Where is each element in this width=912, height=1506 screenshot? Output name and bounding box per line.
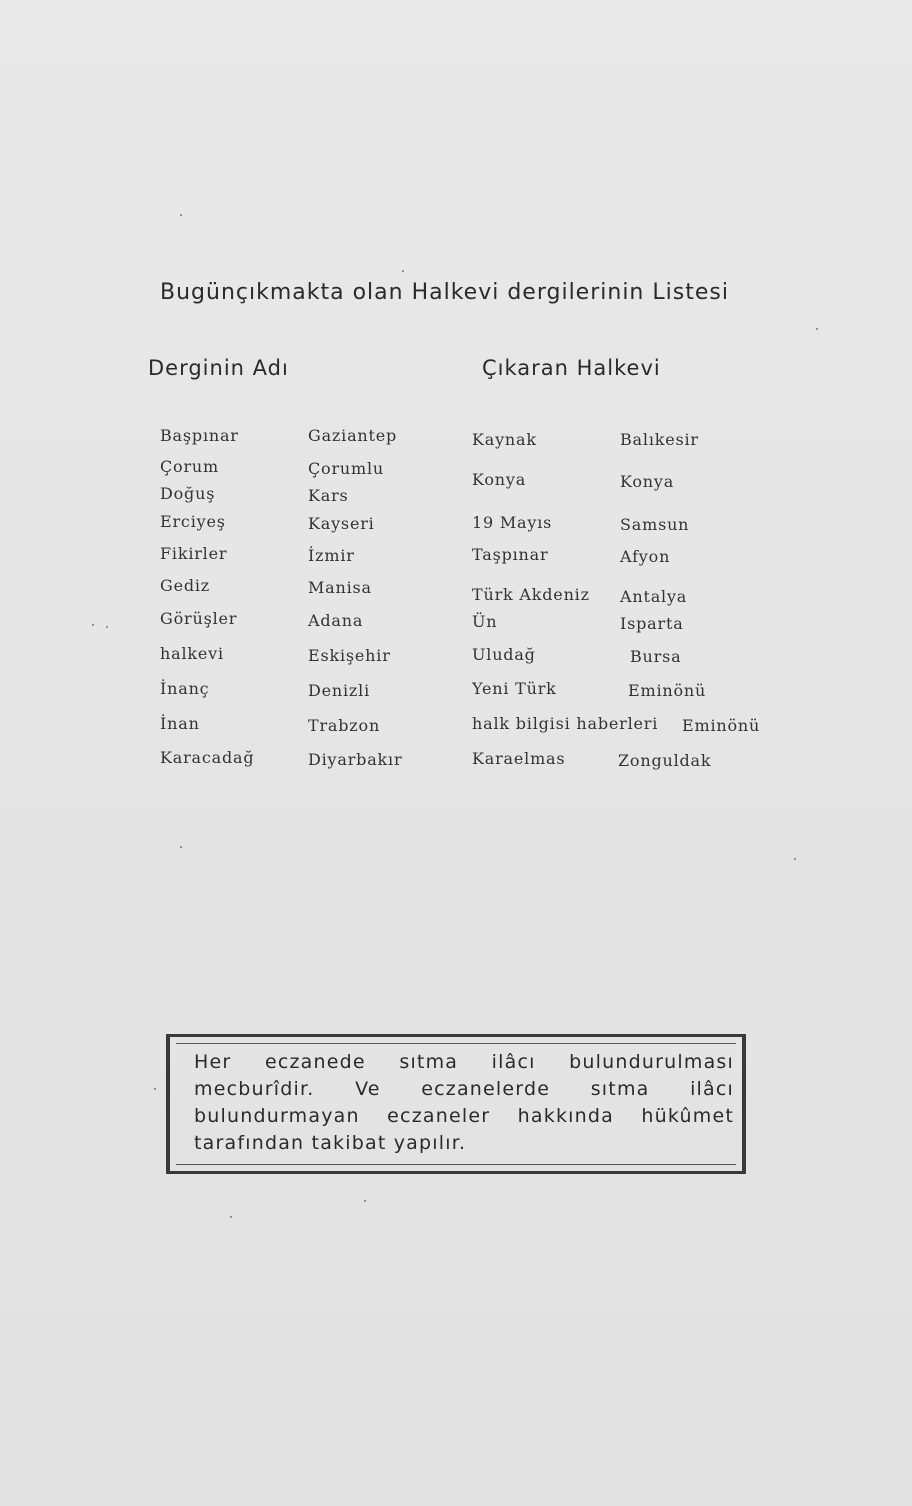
halkevi-name: Antalya (620, 587, 688, 606)
scan-speck (402, 270, 404, 272)
halkevi-name: Kayseri (308, 514, 375, 533)
magazine-name: İnan (160, 714, 200, 733)
halkevi-name: İzmir (308, 546, 355, 565)
magazine-name: Erciyeş (160, 512, 226, 531)
magazine-name: Türk Akdeniz (472, 585, 590, 604)
scan-speck (92, 624, 94, 626)
halkevi-name: Diyarbakır (308, 750, 403, 769)
halkevi-name: Trabzon (308, 716, 381, 735)
scan-speck (364, 1200, 366, 1202)
scan-speck (180, 846, 182, 848)
magazine-name: Başpınar (160, 426, 239, 445)
halkevi-name: Balıkesir (620, 430, 699, 449)
magazine-name: İnanç (160, 679, 210, 698)
column-header-halkevi: Çıkaran Halkevi (482, 356, 661, 380)
magazine-name: Doğuş (160, 484, 216, 503)
scan-speck (106, 626, 108, 628)
magazine-name: Konya (472, 470, 527, 489)
halkevi-name: Çorumlu (308, 459, 385, 478)
scan-speck (154, 1088, 156, 1090)
halkevi-name: Eminönü (628, 681, 707, 700)
halkevi-name: Gaziantep (308, 426, 398, 445)
magazine-name: Ün (472, 612, 498, 631)
scan-speck (230, 1216, 232, 1218)
halkevi-name: Eskişehir (308, 646, 391, 665)
magazine-name: Gediz (160, 576, 211, 595)
magazine-name: Karaelmas (472, 749, 566, 768)
halkevi-name: Kars (308, 486, 349, 505)
halkevi-name: Konya (620, 472, 675, 491)
halkevi-name: Bursa (630, 647, 682, 666)
magazine-name: Uludağ (472, 645, 536, 664)
scan-speck (816, 328, 818, 330)
magazine-name: Çorum (160, 457, 219, 476)
halkevi-name: Adana (308, 611, 364, 630)
notice-box (166, 1034, 746, 1174)
halkevi-name: Manisa (308, 578, 372, 597)
magazine-name: Kaynak (472, 430, 537, 449)
scan-speck (794, 858, 796, 860)
magazine-name: Görüşler (160, 609, 238, 628)
halkevi-name: Denizli (308, 681, 370, 700)
halkevi-name: Eminönü (682, 716, 761, 735)
magazine-name: halk bilgisi haberleri (472, 714, 659, 733)
magazine-name: Taşpınar (472, 545, 549, 564)
halkevi-name: Isparta (620, 614, 684, 633)
magazine-name: Yeni Türk (472, 679, 557, 698)
halkevi-name: Zonguldak (618, 751, 712, 770)
halkevi-name: Samsun (620, 515, 690, 534)
magazine-name: Karacadağ (160, 748, 255, 767)
halkevi-name: Afyon (620, 547, 671, 566)
magazine-name: Fikirler (160, 544, 228, 563)
magazine-name: halkevi (160, 644, 224, 663)
notice-text: Her eczanede sıtma ilâcı bulundurulması mecburîdir. Ve eczanelerde sıtma ilâcı bulundurmayan eczaneler hakkında hükûmet tarafından takibat yapılır. (194, 1051, 734, 1154)
page-title: Bugünçıkmakta olan Halkevi dergilerinin Listesi (160, 280, 729, 305)
scan-speck (180, 214, 182, 216)
column-header-magazine: Derginin Adı (148, 356, 289, 380)
magazine-name: 19 Mayıs (472, 513, 553, 532)
